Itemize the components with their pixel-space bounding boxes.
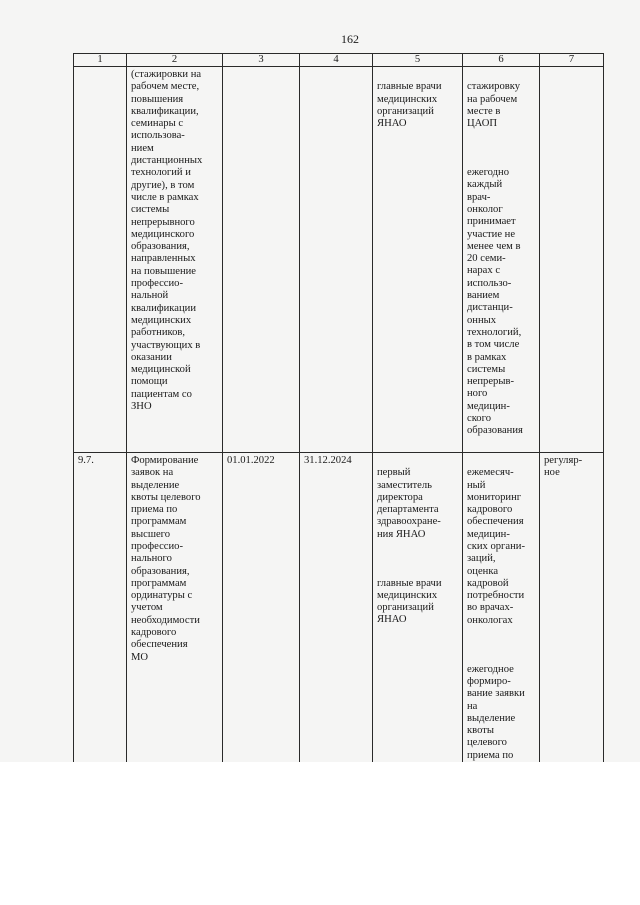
- end-date-cell: [300, 67, 373, 453]
- responsible-text: первый заместитель директора департамента здравоохране- ния ЯНАО: [377, 467, 441, 540]
- item-number-cell: 9.7.: [74, 452, 127, 789]
- responsible-cell: [373, 67, 463, 453]
- activity-table: [73, 53, 604, 790]
- result-text: ежегодно каждый врач- онколог принимает участие не менее чем в 20 семи- нарах с использо- ванием дистанци- онных технологий, в том числе в рамках системы непрерыв- ного медицин- ского образования: [467, 167, 523, 437]
- result-text: стажировку на рабочем месте в ЦАОП: [467, 81, 521, 130]
- column-number: 2: [127, 54, 223, 67]
- activity-description-cell: Формирование заявок на выделение квоты целевого приема по программам высшего профессио- нального образования, программам ординатуры с учетом необходимости кадрового обеспечения МО: [127, 452, 223, 789]
- column-number: 1: [74, 54, 127, 67]
- result-text: ежегодное формиро- вание заявки на выделение квоты целевого приема по: [467, 663, 525, 761]
- result-cell: [463, 67, 540, 453]
- column-number: 4: [300, 54, 373, 67]
- column-number: 7: [540, 54, 604, 67]
- column-number: 3: [223, 54, 300, 67]
- column-number: 5: [373, 54, 463, 67]
- end-date-cell: 31.12.2024: [300, 452, 373, 789]
- table-header-row: [74, 54, 604, 67]
- page-number: 162: [341, 32, 359, 46]
- start-date-cell: [223, 67, 300, 453]
- responsible-text: главные врачи медицинских организаций ЯНАО: [377, 81, 442, 130]
- result-text: ежемесяч- ный мониторинг кадрового обеспечения медицин- ских органи- заций, оценка кадровой потребности во врачах- онкологах: [467, 467, 525, 626]
- start-date-cell: 01.01.2022: [223, 452, 300, 789]
- item-number-cell: [74, 67, 127, 453]
- table-row: [74, 67, 604, 453]
- frequency-cell: регуляр- ное: [540, 452, 604, 789]
- page-margin: [0, 762, 640, 905]
- responsible-cell: [373, 452, 463, 789]
- activity-description-cell: (стажировки на рабочем месте, повышения квалификации, семинары с использова- нием дистанционных технологий и другие), в том числе в рамках системы непрерывного медицинского образования, направленных на повышение профессио- нальной квалификации медицинских работников, участвующих в оказании медицинской помощи пациентам со ЗНО: [127, 67, 223, 453]
- result-cell: [463, 452, 540, 789]
- responsible-text: главные врачи медицинских организаций ЯНАО: [377, 577, 442, 626]
- table-row: [74, 452, 604, 789]
- frequency-cell: [540, 67, 604, 453]
- column-number: 6: [463, 54, 540, 67]
